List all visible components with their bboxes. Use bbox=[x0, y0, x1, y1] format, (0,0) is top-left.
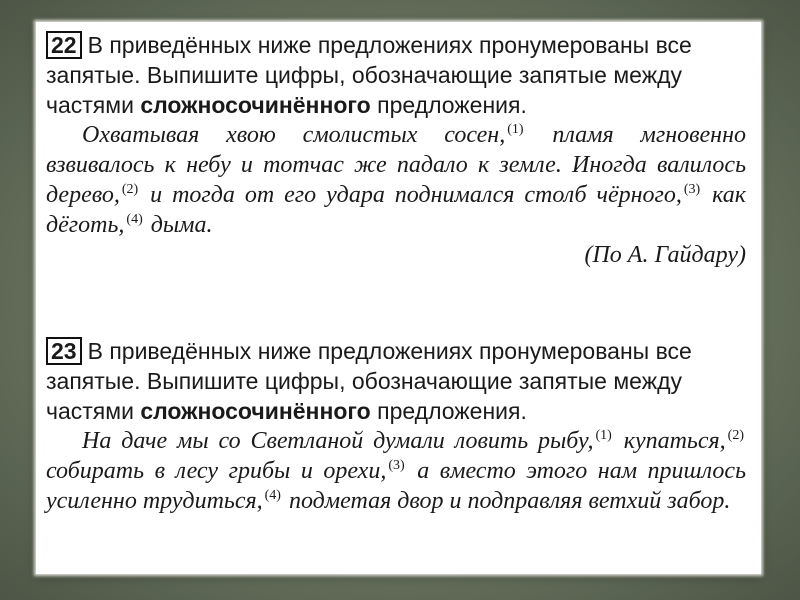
document-page bbox=[36, 22, 761, 574]
example-text bbox=[46, 120, 746, 240]
instruction-text-end: предложения. bbox=[377, 398, 527, 424]
example-part: подметая двор и подправляя ветхий забор. bbox=[288, 488, 731, 514]
instruction-text-end: предложения. bbox=[377, 92, 527, 118]
source-attribution: (По А. Гайдару) bbox=[584, 242, 746, 268]
comma-mark: (2) bbox=[727, 428, 744, 443]
example-text bbox=[46, 426, 746, 516]
example-part: пламя мгновенно взвивалось к небу и тотчас же падало к земле. Иногда валилось дерево, bbox=[46, 122, 746, 208]
example-part: и тогда от его удара поднимался столб чёрного, bbox=[150, 182, 682, 208]
comma-mark: (3) bbox=[388, 458, 405, 473]
example-part: собирать в лесу грибы и орехи, bbox=[46, 458, 387, 484]
instruction-bold: сложносочинённого bbox=[140, 398, 371, 424]
task-instruction bbox=[46, 30, 746, 120]
instruction-bold: сложносочинённого bbox=[140, 92, 371, 118]
comma-mark: (2) bbox=[121, 182, 139, 197]
task-23 bbox=[46, 336, 746, 516]
comma-mark: (1) bbox=[507, 122, 524, 137]
comma-mark: (4) bbox=[264, 488, 281, 503]
comma-mark: (1) bbox=[595, 428, 612, 443]
task-number: 23 bbox=[46, 337, 82, 365]
comma-mark: (3) bbox=[683, 182, 701, 197]
example-part: дыма. bbox=[150, 212, 213, 238]
example-part: На даче мы со Светланой думали ловить рыбу, bbox=[82, 428, 594, 454]
example-part: а вместо этого нам пришлось усиленно трудиться, bbox=[46, 458, 747, 514]
instruction-text: В приведённых ниже предложениях пронумерованы все запятые. Выпишите цифры, обозначающие запятые между частями bbox=[46, 338, 692, 424]
comma-mark: (4) bbox=[126, 212, 143, 227]
example-part: Охватывая хвою смолистых сосен, bbox=[82, 122, 506, 148]
task-instruction bbox=[46, 336, 746, 426]
task-22 bbox=[46, 30, 746, 270]
example-part: купаться, bbox=[623, 428, 726, 454]
instruction-text: В приведённых ниже предложениях пронумерованы все запятые. Выпишите цифры, обозначающие запятые между частями bbox=[46, 32, 692, 118]
example-part: как дёготь, bbox=[46, 182, 747, 238]
task-number: 22 bbox=[46, 31, 82, 59]
